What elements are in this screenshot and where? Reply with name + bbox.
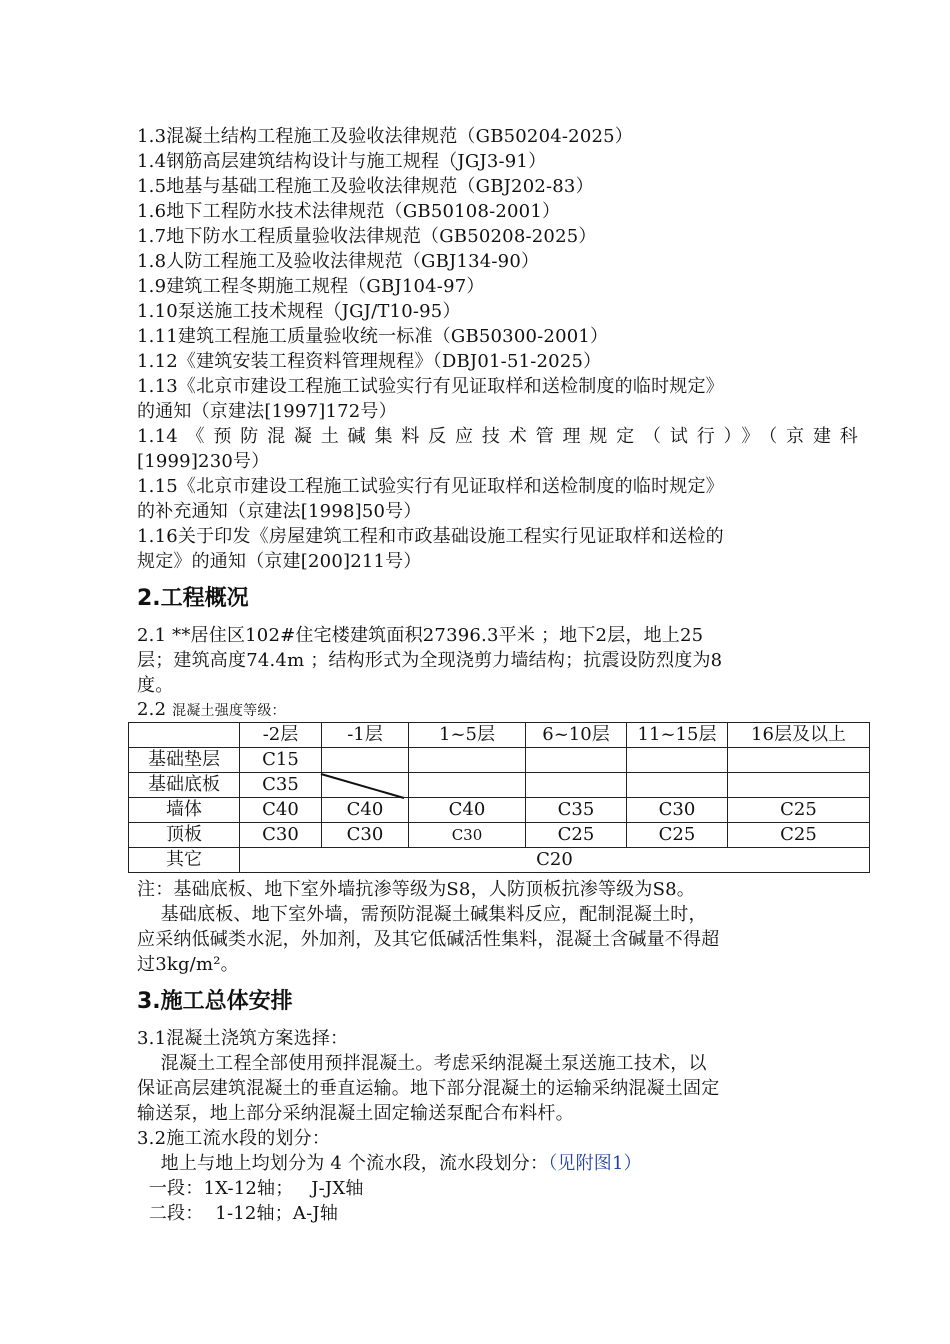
table-cell: C30 [409, 823, 526, 848]
segment-1: 一段：1X-12轴； J-JX轴 [137, 1178, 364, 1199]
row-label: 基础底板 [129, 773, 240, 798]
segment-2: 二段： 1-12轴；A-J轴 [137, 1203, 339, 1224]
table-header-cell: 1~5层 [409, 723, 526, 748]
sec2-1-line2: 层；建筑高度74.4m ；结构形式为全现浇剪力墙结构；抗震设防烈度为8 [137, 650, 723, 671]
sec2-1-line1: 2.1 **居住区102#住宅楼建筑面积27396.3平米 ；地下2层，地上25 [137, 625, 704, 646]
table-cell: C40 [409, 798, 526, 823]
sec3-2-text: 地上与地上均划分为 4 个流水段，流水段划分： [137, 1153, 549, 1174]
ref-1-15-cont: 的补充通知（京建法[1998]50号） [137, 501, 422, 522]
table-cell [409, 773, 526, 798]
sec3-2-title: 3.2施工流水段的划分： [137, 1128, 331, 1149]
table-header-cell: 16层及以上 [728, 723, 870, 748]
table-cell [728, 748, 870, 773]
ref-1-10: 1.10泵送施工技术规程（JGJ/T10-95） [137, 301, 461, 322]
table-cell: C40 [240, 798, 322, 823]
ref-1-14-cont: [1999]230号） [137, 451, 270, 472]
ref-1-12: 1.12《建筑安装工程资料管理规程》（DBJ01-51-2025） [137, 351, 602, 372]
table-cell [322, 773, 409, 798]
table-row [129, 748, 870, 773]
ref-1-15: 1.15《北京市建设工程施工试验实行有见证取样和送检制度的临时规定》 [137, 476, 724, 497]
appendix-figure-link[interactable]: （见附图1） [548, 1153, 642, 1174]
table-cell: C30 [322, 823, 409, 848]
sec2-2-number: 2.2 [137, 699, 173, 720]
table-header-cell: 11~15层 [627, 723, 728, 748]
table-cell: C25 [728, 823, 870, 848]
ref-1-11: 1.11建筑工程施工质量验收统一标准（GB50300-2001） [137, 326, 609, 347]
ref-1-7: 1.7地下防水工程质量验收法律规范（GB50208-2025） [137, 226, 597, 247]
sec3-1-line3: 输送泵，地上部分采纳混凝土固定输送泵配合布料杆。 [137, 1103, 574, 1124]
table-row [129, 773, 870, 798]
table-cell: C25 [627, 823, 728, 848]
section-2-heading: 2.工程概况 [137, 586, 249, 611]
sec3-2-body [137, 1152, 642, 1176]
table-row [129, 823, 870, 848]
table-header-cell: -1层 [322, 723, 409, 748]
sec3-1-line2: 保证高层建筑混凝土的垂直运输。地下部分混凝土的运输采纳混凝土固定 [137, 1078, 720, 1099]
table-cell: C25 [728, 798, 870, 823]
table-corner-cell [129, 723, 240, 748]
row-label: 其它 [129, 848, 240, 873]
ref-1-13-cont: 的通知（京建法[1997]172号） [137, 401, 397, 422]
table-row [129, 848, 870, 873]
sec3-1-title: 3.1混凝土浇筑方案选择： [137, 1028, 349, 1049]
section-3-heading: 3.施工总体安排 [137, 989, 293, 1014]
table-cell [627, 748, 728, 773]
table-cell [322, 748, 409, 773]
sec3-1-line1: 混凝土工程全部使用预拌混凝土。考虑采纳混凝土泵送施工技术，以 [137, 1053, 707, 1074]
sec2-2-line [137, 698, 286, 723]
ref-1-6: 1.6地下工程防水技术法律规范（GB50108-2001） [137, 201, 561, 222]
sec2-1-line3: 度。 [137, 675, 174, 696]
table-cell [526, 773, 627, 798]
table-cell [627, 773, 728, 798]
ref-1-3: 1.3混凝土结构工程施工及验收法律规范（GB50204-2025） [137, 126, 633, 147]
table-header-cell: -2层 [240, 723, 322, 748]
table-cell [526, 748, 627, 773]
table-merged-cell: C20 [240, 848, 870, 873]
table-row [129, 798, 870, 823]
table-cell: C30 [627, 798, 728, 823]
sec2-2-label: 混凝土强度等级： [172, 703, 286, 719]
ref-1-4: 1.4钢筋高层建筑结构设计与施工规程（JGJ3-91） [137, 151, 547, 172]
table-cell [409, 748, 526, 773]
table-cell [728, 773, 870, 798]
note2-line2: 应采纳低碱类水泥，外加剂，及其它低碱活性集料，混凝土含碱量不得超 [137, 929, 720, 950]
table-cell: C35 [240, 773, 322, 798]
table-header-cell: 6~10层 [526, 723, 627, 748]
ref-1-9: 1.9建筑工程冬期施工规程（GBJ104-97） [137, 276, 485, 297]
table-note: 注：基础底板、地下室外墙抗渗等级为S8，人防顶板抗渗等级为S8。 [137, 879, 695, 900]
table-cell: C35 [526, 798, 627, 823]
ref-1-8: 1.8人防工程施工及验收法律规范（GBJ134-90） [137, 251, 540, 272]
ref-1-16-cont: 规定》的通知（京建[200]211号） [137, 551, 422, 572]
row-label: 基础垫层 [129, 748, 240, 773]
note2-line3: 过3kg/m²。 [137, 954, 239, 975]
note2-line1: 基础底板、地下室外墙，需预防混凝土碱集料反应，配制混凝土时， [137, 904, 707, 925]
table-cell: C25 [526, 823, 627, 848]
ref-1-5: 1.5地基与基础工程施工及验收法律规范（GBJ202-83） [137, 176, 594, 197]
table-cell: C15 [240, 748, 322, 773]
ref-1-13: 1.13《北京市建设工程施工试验实行有见证取样和送检制度的临时规定》 [137, 376, 724, 397]
table-cell: C30 [240, 823, 322, 848]
concrete-grade-table [128, 722, 870, 873]
table-cell: C40 [322, 798, 409, 823]
row-label: 顶板 [129, 823, 240, 848]
table-header-row [129, 723, 870, 748]
row-label: 墙体 [129, 798, 240, 823]
ref-1-14: 1.14《预防混凝土碱集料反应技术管理规定（试行）》（京建科 [137, 426, 858, 447]
ref-1-16: 1.16关于印发《房屋建筑工程和市政基础设施工程实行见证取样和送检的 [137, 526, 724, 547]
